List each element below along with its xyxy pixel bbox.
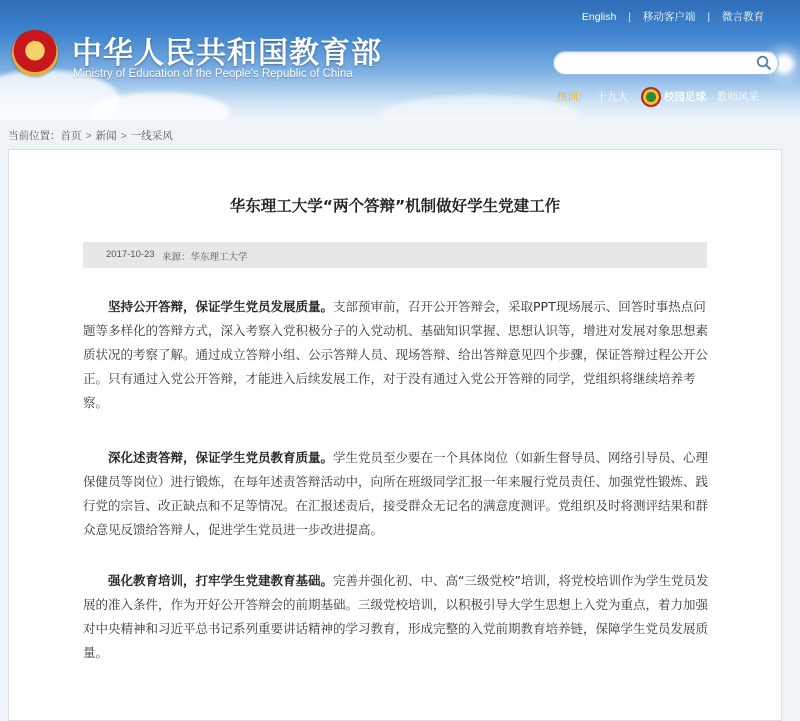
paragraph-text: 学生党员至少要在一个具体岗位（如新生督导员、网络引导员、心理保健员等岗位）进行锻炼，在每年述责答辩活动中，向所在班级同学汇报一年来履行党员责任、加强党性锻炼、践行党的宗旨、改正缺点和不足等情况。在汇报述责后，接受群众无记名的满意度测评。党组织及时将测评结果和群众意见反馈给答辩人，促进学生党员进一步改进提高。 bbox=[83, 450, 709, 537]
paragraph-lead: 深化述责答辩，保证学生党员教育质量。 bbox=[108, 450, 334, 465]
search-icon[interactable] bbox=[756, 55, 772, 71]
article-paragraph bbox=[83, 295, 709, 415]
link-separator: | bbox=[628, 11, 631, 23]
paragraph-lead: 强化教育培训，打牢学生党建教育基础。 bbox=[108, 573, 334, 588]
search-box bbox=[553, 51, 779, 75]
hot-word-link[interactable]: 教师风采 bbox=[716, 90, 759, 103]
article-source: 来源：华东理工大学 bbox=[162, 252, 248, 263]
hot-word-link[interactable]: 十九大 bbox=[596, 90, 628, 103]
breadcrumb-home[interactable]: 首页 bbox=[60, 130, 82, 142]
cloud-decoration bbox=[380, 95, 580, 120]
hot-words-label: 热词： bbox=[557, 90, 589, 103]
article-paragraph bbox=[83, 569, 709, 665]
hot-words bbox=[557, 87, 759, 107]
search-input[interactable] bbox=[564, 54, 748, 72]
mobile-client-link[interactable]: 移动客户端 bbox=[642, 11, 696, 23]
paragraph-text: 支部预审前，召开公开答辩会，采取PPT现场展示、回答时事热点问题等多样化的答辩方式，深入考察入党积极分子的入党动机、基础知识掌握、思想认识等，增进对发展对象思想素质状况的考察了解。通过成立答辩小组、公示答辩人员、现场答辩、给出答辩意见四个步骤，保证答辩过程公开公正。只有通过入党公开答辩，才能进入后续发展工作，对于没有通过入党公开答辩的同学，党组织将继续培养考察。 bbox=[83, 299, 709, 410]
link-separator: | bbox=[707, 11, 711, 23]
paragraph-lead: 坚持公开答辩，保证学生党员发展质量。 bbox=[108, 299, 334, 314]
breadcrumb-prefix: 当前位置： bbox=[8, 130, 61, 142]
article-date: 2017-10-23 bbox=[106, 249, 155, 260]
chevron-right-icon: > bbox=[120, 130, 127, 142]
paragraph-text: 完善并强化初、中、高“三级党校”培训，将党校培训作为学生党员发展的准入条件，作为开好公开答辩会的前期基础。三级党校培训，以积极引导大学生思想上入党为重点，着力加强对中央精神和习近平总书记系列重要讲话精神的学习教育，形成完整的入党前期教育培养链，保障学生党员发展质量。 bbox=[83, 573, 709, 660]
star-icon: ★ bbox=[28, 37, 39, 51]
site-title-en: Ministry of Education of the People's Republic of China bbox=[73, 68, 353, 80]
breadcrumb-frontline[interactable]: 一线采风 bbox=[130, 130, 173, 142]
article-paragraph bbox=[83, 446, 709, 542]
site-title-cn[interactable]: 中华人民共和国教育部 bbox=[72, 36, 382, 71]
article-meta bbox=[83, 242, 707, 268]
site-header bbox=[0, 0, 800, 120]
breadcrumb bbox=[8, 128, 173, 143]
weiyan-education-link[interactable]: 微言教育 bbox=[722, 11, 764, 23]
top-links bbox=[582, 9, 764, 24]
article-title: 华东理工大学“两个答辩”机制做好学生党建工作 bbox=[229, 197, 561, 215]
hot-word-link[interactable]: 校园足球 bbox=[663, 90, 706, 103]
breadcrumb-news[interactable]: 新闻 bbox=[95, 130, 117, 142]
campus-football-icon[interactable] bbox=[641, 87, 661, 107]
chevron-right-icon: > bbox=[85, 130, 92, 142]
english-link[interactable]: English bbox=[581, 11, 617, 23]
article-container bbox=[8, 149, 782, 721]
national-emblem-logo[interactable] bbox=[12, 30, 58, 76]
